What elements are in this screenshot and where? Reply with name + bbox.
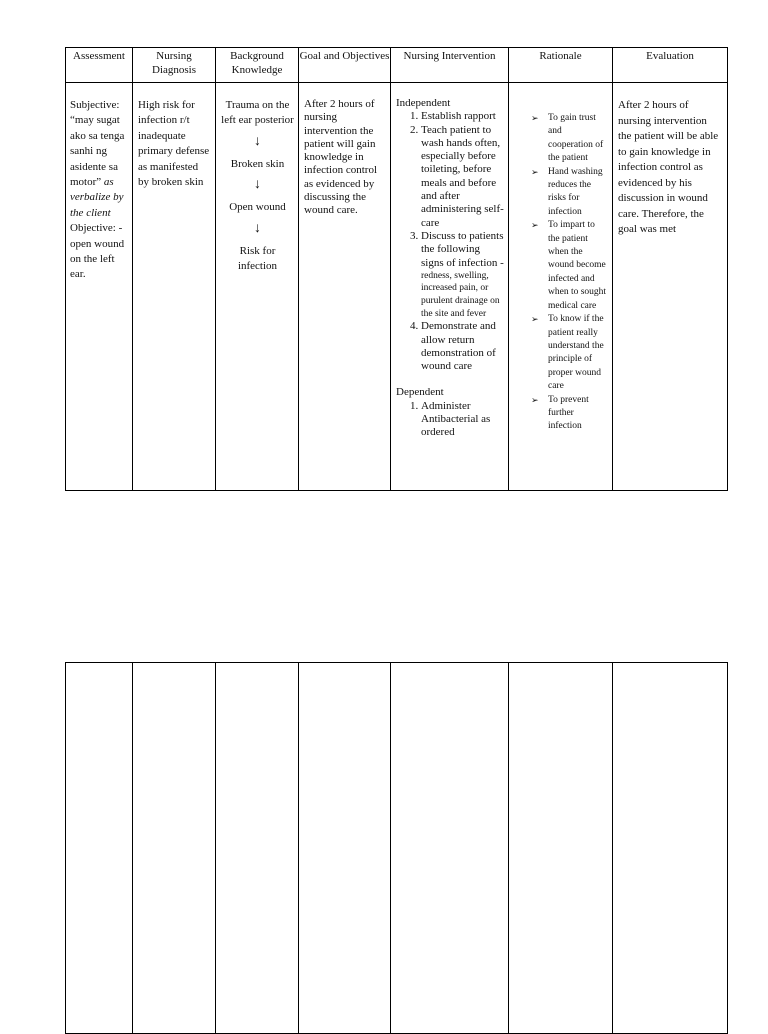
list-item: ➢ To impart to the patient when the wound become infected and when to sought medical care	[531, 220, 607, 311]
arrow-bullet-icon: ➢	[531, 394, 539, 405]
blank-cell	[509, 663, 613, 1034]
evaluation-cell	[613, 83, 728, 491]
blank-cell	[299, 663, 391, 1034]
down-arrow-icon: ↓	[254, 220, 261, 236]
blank-cell	[216, 663, 299, 1034]
signs-detail: redness, swelling, increased pain, or purulent drainage on the site and fever	[421, 270, 500, 319]
intervention-cell	[391, 83, 509, 491]
list-item: 4. Demonstrate and allow return demonstration of wound care	[421, 320, 504, 373]
diagnosis-cell	[133, 83, 216, 491]
arrow-bullet-icon: ➢	[531, 314, 539, 325]
blank-cell	[391, 663, 509, 1034]
subjective-label: Subjective:	[70, 99, 120, 111]
list-item: ➢ Hand washing reduces the risks for infection	[531, 166, 603, 217]
bk-node-broken-skin: Broken skin	[230, 157, 285, 170]
list-item: ➢ To know if the patient really understand the principle of proper wound care	[531, 314, 604, 392]
objective-text: -open wound on the left ear.	[70, 222, 125, 281]
down-arrow-icon: ↓	[254, 177, 261, 193]
goal-cell	[299, 83, 391, 491]
assessment-cell	[66, 83, 133, 491]
header-goal-objectives: Goal and Objectives	[299, 48, 391, 83]
objective-label: Objective:	[70, 222, 116, 235]
header-evaluation: Evaluation	[613, 48, 728, 83]
blank-continuation-table	[65, 662, 728, 1034]
arrow-bullet-icon: ➢	[531, 113, 539, 123]
header-assessment: Assessment	[66, 48, 133, 83]
blank-cell	[66, 663, 133, 1034]
blank-cell	[613, 663, 728, 1034]
header-row	[66, 48, 728, 83]
evaluation-text: After 2 hours of nursing intervention the patient will be able to gain knowledge in infection control as evidenced by his discussion in wound care. Therefore, the goal was met	[618, 99, 719, 235]
list-item: 2. Teach patient to wash hands often, especially before toileting, before meals and before and after administering self-care	[421, 124, 504, 230]
header-nursing-diagnosis: Nursing Diagnosis	[133, 48, 216, 83]
dependent-label: Dependent	[396, 386, 444, 399]
header-background-knowledge: Background Knowledge	[216, 48, 299, 83]
diagnosis-text: High risk for infection r/t inadequate primary defense as manifested by broken skin	[138, 99, 210, 189]
list-item: ➢ To prevent further infection	[531, 394, 589, 432]
blank-cell	[133, 663, 216, 1034]
content-row	[66, 83, 728, 491]
bk-node-open-wound: Open wound	[229, 201, 286, 214]
background-knowledge-cell	[216, 83, 299, 491]
down-arrow-icon: ↓	[254, 133, 261, 149]
list-item	[421, 230, 504, 320]
bk-node-risk-infection: Risk for infection	[237, 244, 278, 273]
dependent-list	[396, 400, 504, 440]
header-nursing-intervention: Nursing Intervention	[391, 48, 509, 83]
goal-text: After 2 hours of nursing intervention the patient will gain knowledge in infection control as evidenced by discussing the wound care.	[304, 98, 378, 217]
verbalized-note: as verbalize by the client	[70, 176, 124, 219]
bk-node-trauma: Trauma on the left ear posterior	[221, 99, 294, 127]
list-item: 1. Administer Antibacterial as ordered	[421, 400, 504, 440]
signs-intro: Discuss to patients the following signs of infection -	[421, 229, 504, 269]
list-item: ➢ To gain trust and cooperation of the patient	[531, 113, 604, 164]
list-item: 1. Establish rapport	[421, 110, 504, 123]
independent-label: Independent	[396, 97, 451, 109]
arrow-bullet-icon: ➢	[531, 166, 539, 177]
nursing-care-plan-table	[65, 47, 728, 491]
subjective-quote: “may sugat ako sa tenga sanhi ng asidente sa motor”	[70, 114, 125, 189]
independent-list	[396, 110, 504, 373]
rationale-cell	[509, 83, 613, 491]
header-rationale: Rationale	[509, 48, 613, 83]
arrow-bullet-icon: ➢	[531, 220, 539, 231]
rationale-list	[529, 112, 608, 434]
blank-row	[66, 663, 728, 1034]
